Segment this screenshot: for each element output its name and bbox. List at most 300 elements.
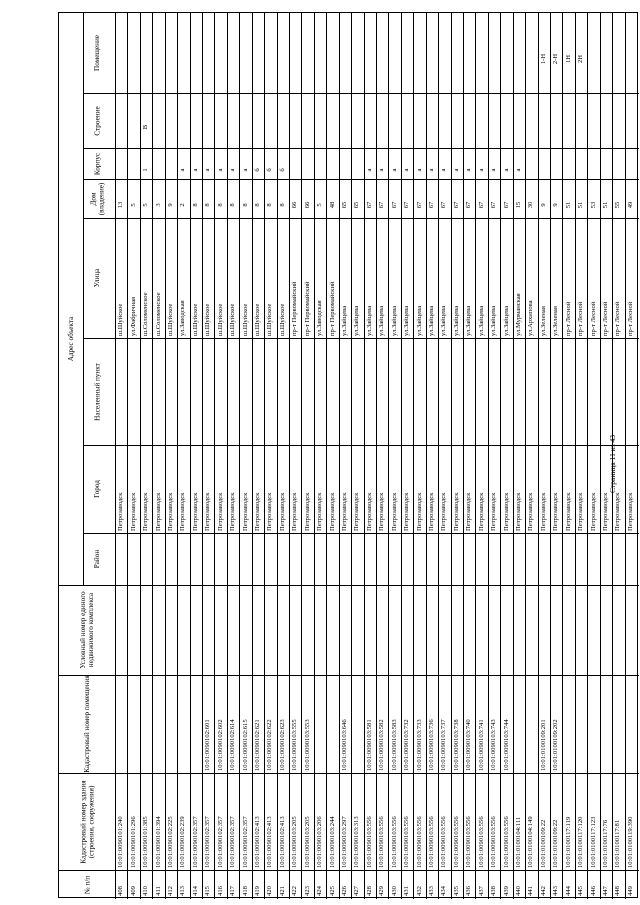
cell-street: пр-т Лесной bbox=[589, 301, 597, 336]
cell-city: Петрозаводск bbox=[340, 492, 348, 531]
cell-house: 67 bbox=[452, 201, 460, 208]
row-rule bbox=[289, 13, 290, 899]
cell-cr: 10:01:0090103:741 bbox=[477, 719, 485, 771]
cell-n: 441 bbox=[527, 885, 535, 896]
cell-street: ул.Зайцева bbox=[427, 305, 435, 336]
cell-city: Петрозаводск bbox=[626, 492, 634, 531]
cell-cb: 10:01:0090102:239 bbox=[179, 816, 187, 868]
row-rule bbox=[227, 13, 228, 899]
cell-house: 67 bbox=[477, 201, 485, 208]
cell-cb: 10:01:0100117:120 bbox=[577, 816, 585, 868]
row-rule bbox=[550, 13, 551, 899]
cell-street: ул.Заводская bbox=[179, 300, 187, 336]
cell-street: ш.Шуйское bbox=[229, 303, 237, 336]
cell-house: 66 bbox=[291, 201, 299, 208]
cell-cb: 10:01:0090101:240 bbox=[117, 816, 125, 868]
cell-house: 5 bbox=[129, 202, 137, 207]
cell-cb: 10:01:0090103:205 bbox=[303, 816, 311, 868]
cell-house: 8 bbox=[229, 202, 237, 207]
cell-k: а bbox=[365, 168, 373, 171]
cell-cr: 10:01:0090103:740 bbox=[465, 719, 473, 771]
column-rule bbox=[83, 338, 639, 339]
column-rule bbox=[59, 585, 639, 586]
cell-n: 444 bbox=[564, 885, 572, 896]
cell-k: а bbox=[452, 168, 460, 171]
cell-street: ул.Зайцева bbox=[378, 305, 386, 336]
cell-cb: 10:01:0100119:390 bbox=[626, 816, 634, 868]
row-rule bbox=[152, 13, 153, 899]
cell-cb: 10:01:0090102:413 bbox=[266, 816, 274, 868]
cell-city: Петрозаводск bbox=[253, 492, 261, 531]
cell-city: Петрозаводск bbox=[601, 492, 609, 531]
cell-house: 51 bbox=[577, 201, 585, 208]
cell-n: 449 bbox=[626, 885, 634, 896]
cell-k: а bbox=[229, 168, 237, 171]
header-district: Район bbox=[93, 549, 101, 569]
cell-city: Петрозаводск bbox=[303, 492, 311, 531]
cell-street: ш.Шуйское bbox=[266, 303, 274, 336]
cell-cb: 10:01:0100117:123 bbox=[589, 816, 597, 868]
row-rule bbox=[525, 13, 526, 899]
cell-n: 412 bbox=[166, 885, 174, 896]
cell-city: Петрозаводск bbox=[166, 492, 174, 531]
cell-r: 2-Н bbox=[552, 53, 560, 65]
cell-street: ул.Фабричная bbox=[129, 296, 137, 336]
cell-cb: 10:01:0090102:225 bbox=[166, 816, 174, 868]
cell-street: ул.Зайцева bbox=[490, 305, 498, 336]
cell-street: ул.Зайцева bbox=[477, 305, 485, 336]
cell-n: 438 bbox=[490, 885, 498, 896]
cell-k: а bbox=[241, 168, 249, 171]
cell-city: Петрозаводск bbox=[154, 492, 162, 531]
cell-city: Петрозаводск bbox=[465, 492, 473, 531]
cell-street: пр-т Лесной bbox=[601, 301, 609, 336]
cell-house: 5 bbox=[142, 202, 150, 207]
cell-house: 9 bbox=[166, 202, 174, 207]
cell-cb: 10:01:0100117:81 bbox=[614, 819, 622, 868]
cell-city: Петрозаводск bbox=[490, 492, 498, 531]
column-rule bbox=[83, 93, 639, 94]
cell-k: а bbox=[514, 168, 522, 171]
cell-cb: 10:01:0100109:22 bbox=[552, 819, 560, 868]
cell-cr: 10:01:0090103:733 bbox=[415, 719, 423, 771]
cell-house: 8 bbox=[216, 202, 224, 207]
cell-cr: 10:01:0090103:581 bbox=[365, 719, 373, 771]
cell-n: 447 bbox=[601, 885, 609, 896]
cell-street: ул.Зеленая bbox=[539, 306, 547, 336]
cell-k: а bbox=[465, 168, 473, 171]
cell-city: Петрозаводск bbox=[427, 492, 435, 531]
cell-city: Петрозаводск bbox=[216, 492, 224, 531]
cell-n: 417 bbox=[229, 885, 237, 896]
cell-city: Петрозаводск bbox=[142, 492, 150, 531]
cell-city: Петрозаводск bbox=[241, 492, 249, 531]
cell-k: б bbox=[253, 167, 261, 172]
cell-n: 429 bbox=[378, 885, 386, 896]
cell-street: ул.Зайцева bbox=[415, 305, 423, 336]
cell-cb: 10:01:0090101:394 bbox=[154, 816, 162, 868]
cell-street: ш.Шуйское bbox=[278, 303, 286, 336]
cell-house: 9 bbox=[539, 202, 547, 207]
cell-street: пр-т Первомайский bbox=[291, 281, 299, 336]
cell-n: 410 bbox=[142, 885, 150, 896]
cell-n: 425 bbox=[328, 885, 336, 896]
cell-n: 442 bbox=[539, 885, 547, 896]
cell-house: 51 bbox=[564, 201, 572, 208]
cell-cr: 10:01:0090103:582 bbox=[378, 719, 386, 771]
cell-street: ул.Мурманская bbox=[514, 293, 522, 336]
cell-house: 65 bbox=[353, 201, 361, 208]
cell-cb: 10:01:0100117:76 bbox=[601, 819, 609, 868]
row-rule bbox=[190, 13, 191, 899]
cell-n: 448 bbox=[614, 885, 622, 896]
row-rule bbox=[326, 13, 327, 899]
cell-street: ш.Шуйское bbox=[204, 303, 212, 336]
cell-k: а bbox=[415, 168, 423, 171]
cell-n: 436 bbox=[465, 885, 473, 896]
row-rule bbox=[376, 13, 377, 899]
row-rule bbox=[264, 13, 265, 899]
cell-city: Петрозаводск bbox=[278, 492, 286, 531]
cell-n: 432 bbox=[415, 885, 423, 896]
row-rule bbox=[388, 13, 389, 899]
cell-cr: 10:01:0090103:732 bbox=[403, 719, 411, 771]
cell-house: 5 bbox=[316, 202, 324, 207]
cell-street: ш.Шуйское bbox=[191, 303, 199, 336]
cell-city: Петрозаводск bbox=[117, 492, 125, 531]
cell-house: 67 bbox=[440, 201, 448, 208]
row-rule bbox=[587, 13, 588, 899]
cell-city: Петрозаводск bbox=[316, 492, 324, 531]
cell-k: а bbox=[204, 168, 212, 171]
cell-cr: 10:01:0090102:601 bbox=[204, 719, 212, 771]
cell-street: ул.Архипова bbox=[527, 300, 535, 336]
cell-n: 409 bbox=[129, 885, 137, 896]
cell-street: пр-т Лесной bbox=[614, 301, 622, 336]
cell-cr: 10:01:0090102:614 bbox=[229, 719, 237, 771]
row-rule bbox=[301, 13, 302, 899]
cell-street: ул.Зайцева bbox=[353, 305, 361, 336]
cell-cb: 10:01:0090103:556 bbox=[403, 816, 411, 868]
row-rule bbox=[463, 13, 464, 899]
cell-cb: 10:01:0090103:556 bbox=[415, 816, 423, 868]
row-rule bbox=[426, 13, 427, 899]
cell-house: 49 bbox=[626, 201, 634, 208]
cell-house: 13 bbox=[117, 201, 125, 208]
cell-cb: 10:01:0090102:357 bbox=[191, 816, 199, 868]
row-rule bbox=[339, 13, 340, 899]
cell-n: 422 bbox=[291, 885, 299, 896]
cell-cb: 10:01:0090103:205 bbox=[291, 816, 299, 868]
header-street: Улица bbox=[93, 268, 101, 288]
cell-street: пр-т Первомайский bbox=[303, 281, 311, 336]
cell-house: 53 bbox=[589, 201, 597, 208]
cell-cb: 10:01:0090102:357 bbox=[229, 816, 237, 868]
cell-house: 8 bbox=[241, 202, 249, 207]
cell-street: ш.Шуйское bbox=[216, 303, 224, 336]
cell-house: 8 bbox=[191, 202, 199, 207]
cell-street: ш.Соломенское bbox=[154, 292, 162, 336]
cell-city: Петрозаводск bbox=[502, 492, 510, 531]
cell-r: 1Н bbox=[564, 54, 572, 64]
cell-n: 423 bbox=[303, 885, 311, 896]
address-group-rule bbox=[83, 13, 84, 585]
cell-street: пр-т Лесной bbox=[577, 301, 585, 336]
column-rule bbox=[83, 218, 639, 219]
cell-city: Петрозаводск bbox=[452, 492, 460, 531]
cell-street: пр-т Первомайский bbox=[328, 281, 336, 336]
cell-house: 8 bbox=[204, 202, 212, 207]
row-rule bbox=[351, 13, 352, 899]
row-rule bbox=[165, 13, 166, 899]
row-rule bbox=[140, 13, 141, 899]
cell-k: а bbox=[490, 168, 498, 171]
cell-cb: 10:01:0090102:357 bbox=[204, 816, 212, 868]
cell-r: 2Н bbox=[577, 54, 585, 64]
column-rule bbox=[59, 773, 639, 774]
cell-house: 9 bbox=[552, 202, 560, 207]
cell-house: 67 bbox=[378, 201, 386, 208]
cell-cb: 10:01:0090103:556 bbox=[390, 816, 398, 868]
cell-city: Петрозаводск bbox=[589, 492, 597, 531]
cell-k: а bbox=[390, 168, 398, 171]
cell-street: пр-т Лесной bbox=[626, 301, 634, 336]
cell-k: а bbox=[440, 168, 448, 171]
cell-house: 67 bbox=[365, 201, 373, 208]
row-rule bbox=[500, 13, 501, 899]
row-rule bbox=[625, 13, 626, 899]
cell-house: 8 bbox=[266, 202, 274, 207]
cell-cr: 10:01:0090102:622 bbox=[266, 719, 274, 771]
cell-city: Петрозаводск bbox=[204, 492, 212, 531]
cell-house: 66 bbox=[303, 201, 311, 208]
cell-house: 8 bbox=[278, 202, 286, 207]
cell-cr: 10:01:0090103:553 bbox=[303, 719, 311, 771]
cell-street: пр-т Лесной bbox=[564, 301, 572, 336]
cell-n: 446 bbox=[589, 885, 597, 896]
cell-cr: 10:01:0090103:738 bbox=[452, 719, 460, 771]
cell-k: а bbox=[427, 168, 435, 171]
cell-cb: 10:01:0090103:556 bbox=[465, 816, 473, 868]
cell-n: 411 bbox=[154, 885, 162, 896]
cell-cb: 10:01:0100117:119 bbox=[564, 816, 572, 868]
cell-k: б bbox=[266, 167, 274, 172]
cell-n: 414 bbox=[191, 885, 199, 896]
cell-r: 1-Н bbox=[539, 53, 547, 65]
cell-city: Петрозаводск bbox=[328, 492, 336, 531]
cell-n: 440 bbox=[514, 885, 522, 896]
cell-cr: 10:01:0090103:583 bbox=[390, 719, 398, 771]
cell-house: 2 bbox=[179, 202, 187, 207]
cell-street: ул.Зайцева bbox=[465, 305, 473, 336]
header-house: Дом (владение) bbox=[89, 182, 105, 215]
header-rule bbox=[115, 13, 116, 899]
cell-k: а bbox=[191, 168, 199, 171]
cell-n: 421 bbox=[278, 885, 286, 896]
cell-city: Петрозаводск bbox=[378, 492, 386, 531]
cell-cb: 10:01:0100104:111 bbox=[514, 816, 522, 868]
cell-city: Петрозаводск bbox=[266, 492, 274, 531]
header-korpus: Корпус bbox=[93, 152, 101, 175]
cell-s: В bbox=[142, 124, 150, 129]
row-rule bbox=[252, 13, 253, 899]
row-rule bbox=[239, 13, 240, 899]
cell-house: 67 bbox=[390, 201, 398, 208]
row-rule bbox=[513, 13, 514, 899]
column-rule bbox=[59, 675, 639, 676]
cell-n: 443 bbox=[552, 885, 560, 896]
cell-n: 426 bbox=[340, 885, 348, 896]
cell-cb: 10:01:0090103:556 bbox=[440, 816, 448, 868]
cell-cb: 10:01:0090103:556 bbox=[427, 816, 435, 868]
cell-n: 424 bbox=[316, 885, 324, 896]
cell-house: 67 bbox=[465, 201, 473, 208]
cell-street: ул.Заводская bbox=[316, 300, 324, 336]
cell-city: Петрозаводск bbox=[179, 492, 187, 531]
cell-cr: 10:01:0090102:602 bbox=[216, 719, 224, 771]
cell-street: ш.Шуйское bbox=[241, 303, 249, 336]
row-rule bbox=[214, 13, 215, 899]
header-address-group: Адрес объекта bbox=[67, 316, 75, 362]
cell-cb: 10:01:0090102:413 bbox=[278, 816, 286, 868]
row-rule bbox=[488, 13, 489, 899]
cell-cb: 10:01:0090102:413 bbox=[253, 816, 261, 868]
row-rule bbox=[451, 13, 452, 899]
cell-k: а bbox=[403, 168, 411, 171]
header-room: Помещение bbox=[93, 35, 101, 71]
cell-city: Петрозаводск bbox=[527, 492, 535, 531]
cell-cb: 10:01:0090101:385 bbox=[142, 816, 150, 868]
header-building: Строение bbox=[93, 105, 101, 136]
row-rule bbox=[177, 13, 178, 899]
cell-k: б bbox=[278, 167, 286, 172]
cell-cr: 10:01:0090103:743 bbox=[490, 719, 498, 771]
cell-n: 416 bbox=[216, 885, 224, 896]
cell-city: Петрозаводск bbox=[353, 492, 361, 531]
cell-street: ш.Шуйское bbox=[253, 303, 261, 336]
header-num: № п/п bbox=[83, 875, 91, 894]
cell-city: Петрозаводск bbox=[577, 492, 585, 531]
page-number: Страница 11 из 43 bbox=[608, 434, 617, 493]
cell-cr: 10:01:0090102:621 bbox=[253, 719, 261, 771]
cell-house: 67 bbox=[415, 201, 423, 208]
cell-city: Петрозаводск bbox=[514, 492, 522, 531]
cell-cb: 10:01:0090103:556 bbox=[477, 816, 485, 868]
row-rule bbox=[538, 13, 539, 899]
cell-cr: 10:01:0090103:646 bbox=[340, 719, 348, 771]
cell-k: а bbox=[179, 168, 187, 171]
cell-n: 419 bbox=[253, 885, 261, 896]
header-cond-num: Условный номер единого недвижимого комплекса bbox=[79, 591, 95, 669]
cell-house: 67 bbox=[490, 201, 498, 208]
row-rule bbox=[575, 13, 576, 899]
header-city: Город bbox=[93, 480, 101, 498]
cell-street: ул.Зеленая bbox=[552, 306, 560, 336]
row-rule bbox=[364, 13, 365, 899]
row-rule bbox=[600, 13, 601, 899]
cell-cb: 10:01:0090103:297 bbox=[340, 816, 348, 868]
cell-city: Петрозаводск bbox=[229, 492, 237, 531]
cell-k: а bbox=[378, 168, 386, 171]
cell-cr: 10:01:0090103:744 bbox=[502, 719, 510, 771]
row-rule bbox=[413, 13, 414, 899]
cell-cb: 10:01:0090103:556 bbox=[452, 816, 460, 868]
cell-house: 65 bbox=[340, 201, 348, 208]
cell-cr: 10:01:0090103:737 bbox=[440, 719, 448, 771]
cell-street: ш.Шуйское bbox=[166, 303, 174, 336]
cell-street: ул.Зайцева bbox=[390, 305, 398, 336]
cell-city: Петрозаводск bbox=[403, 492, 411, 531]
cell-cb: 10:01:0090101:296 bbox=[129, 816, 137, 868]
cell-street: ш.Соломенское bbox=[142, 292, 150, 336]
cell-cr: 10:01:0100109:201 bbox=[539, 719, 547, 771]
cell-cr: 10:01:0090102:623 bbox=[278, 719, 286, 771]
cell-city: Петрозаводск bbox=[477, 492, 485, 531]
column-rule bbox=[83, 148, 639, 149]
row-rule bbox=[401, 13, 402, 899]
cell-cb: 10:01:0100104:149 bbox=[527, 816, 535, 868]
cell-city: Петрозаводск bbox=[539, 492, 547, 531]
column-rule bbox=[83, 533, 639, 534]
cell-cb: 10:01:0090102:357 bbox=[216, 816, 224, 868]
cell-house: 30 bbox=[527, 201, 535, 208]
cell-house: 8 bbox=[253, 202, 261, 207]
cell-house: 67 bbox=[502, 201, 510, 208]
registry-table bbox=[58, 12, 638, 898]
cell-cb: 10:01:0090103:313 bbox=[353, 816, 361, 868]
cell-street: ул.Зайцева bbox=[403, 305, 411, 336]
cell-city: Петрозаводск bbox=[614, 492, 622, 531]
cell-n: 408 bbox=[117, 885, 125, 896]
cell-cb: 10:01:0090103:556 bbox=[502, 816, 510, 868]
cell-city: Петрозаводск bbox=[291, 492, 299, 531]
cell-n: 420 bbox=[266, 885, 274, 896]
cell-n: 430 bbox=[390, 885, 398, 896]
cell-cb: 10:01:0090103:556 bbox=[365, 816, 373, 868]
cell-n: 428 bbox=[365, 885, 373, 896]
cell-street: ул.Зайцева bbox=[365, 305, 373, 336]
cell-cb: 10:01:0090102:357 bbox=[241, 816, 249, 868]
cell-city: Петрозаводск bbox=[564, 492, 572, 531]
row-rule bbox=[314, 13, 315, 899]
cell-street: ул.Зайцева bbox=[340, 305, 348, 336]
cell-house: 3 bbox=[154, 202, 162, 207]
cell-k: а bbox=[216, 168, 224, 171]
cell-n: 437 bbox=[477, 885, 485, 896]
cell-n: 434 bbox=[440, 885, 448, 896]
cell-cb: 10:01:0090103:556 bbox=[490, 816, 498, 868]
cell-n: 431 bbox=[403, 885, 411, 896]
cell-n: 445 bbox=[577, 885, 585, 896]
cell-cb: 10:01:0090103:556 bbox=[378, 816, 386, 868]
cell-house: 67 bbox=[427, 201, 435, 208]
row-rule bbox=[127, 13, 128, 899]
cell-cb: 10:01:0090103:244 bbox=[328, 816, 336, 868]
header-settlement: Населенный пункт bbox=[93, 362, 101, 421]
cell-k: а bbox=[502, 168, 510, 171]
cell-cb: 10:01:0100109:22 bbox=[539, 819, 547, 868]
cell-n: 418 bbox=[241, 885, 249, 896]
column-rule bbox=[83, 445, 639, 446]
cell-n: 415 bbox=[204, 885, 212, 896]
row-rule bbox=[562, 13, 563, 899]
cell-cr: 10:01:0090103:555 bbox=[291, 719, 299, 771]
cell-cr: 10:01:0090102:615 bbox=[241, 719, 249, 771]
cell-cr: 10:01:0100109:202 bbox=[552, 719, 560, 771]
cell-street: ул.Зайцева bbox=[440, 305, 448, 336]
cell-city: Петрозаводск bbox=[191, 492, 199, 531]
column-rule bbox=[59, 870, 639, 871]
